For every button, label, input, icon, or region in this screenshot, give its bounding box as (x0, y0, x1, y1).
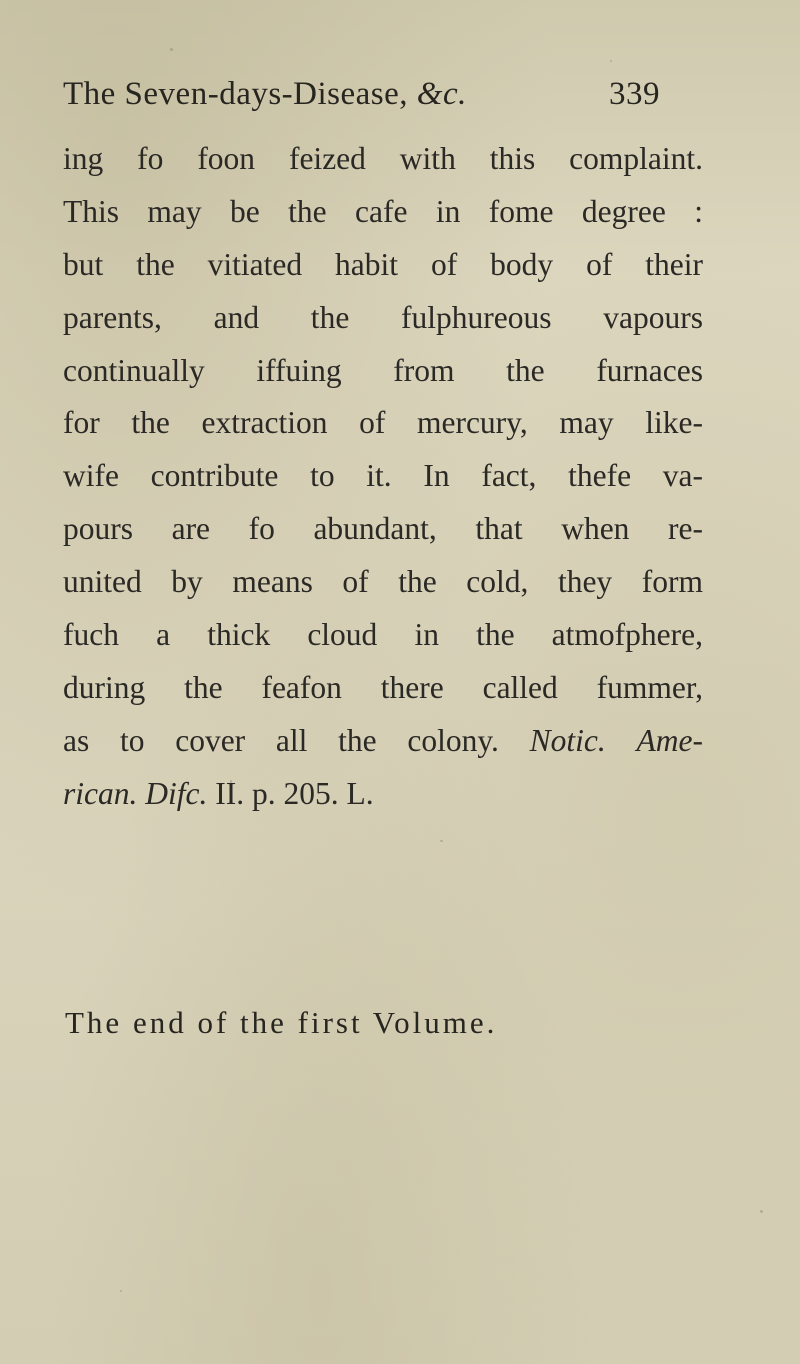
running-head (63, 76, 663, 124)
volume-end-colophon: The end of the first Volume. (65, 1005, 498, 1040)
text-line: This may be the cafe in fome degree : (63, 193, 703, 229)
running-head-etc: &c. (416, 76, 467, 112)
citation-notic: Notic. (529, 722, 606, 758)
citation-reference: II. p. 205. L. (215, 775, 374, 811)
citation-ame: Ame- (636, 722, 704, 758)
text-line: during the feafon there called fummer, (63, 669, 703, 705)
body-text (63, 133, 703, 821)
text-line: parents, and the fulphureous vapours (63, 299, 703, 335)
citation-difc: Difc. (145, 775, 208, 811)
paper-speck (120, 1290, 122, 1292)
text-line: fuch a thick cloud in the atmofphere, (63, 617, 703, 653)
text-line: continually iffuing from the furnaces (63, 352, 703, 388)
paper-speck (230, 780, 232, 783)
page-number: 339 (609, 76, 660, 112)
text-line: united by means of the cold, they form (63, 564, 703, 600)
text-line: but the vitiated habit of body of their (63, 246, 703, 282)
text-line-with-citation (63, 715, 703, 768)
citation-line (63, 768, 703, 821)
paper-speck (440, 840, 443, 842)
text-line: ing fo foon feized with this complaint. (63, 141, 703, 176)
paper-speck (610, 60, 612, 62)
text-line: wife contribute to it. In fact, thefe va- (63, 458, 703, 494)
citation-rican: rican. (63, 775, 138, 811)
paper-speck (760, 1210, 763, 1213)
running-head-title: The Seven-days-Disease, (63, 76, 409, 112)
text-line: pours are fo abundant, that when re- (63, 511, 703, 547)
text-line: for the extraction of mercury, may like- (63, 405, 703, 441)
text-line-end: as to cover all the colony. (63, 722, 499, 758)
paper-speck (170, 48, 173, 51)
